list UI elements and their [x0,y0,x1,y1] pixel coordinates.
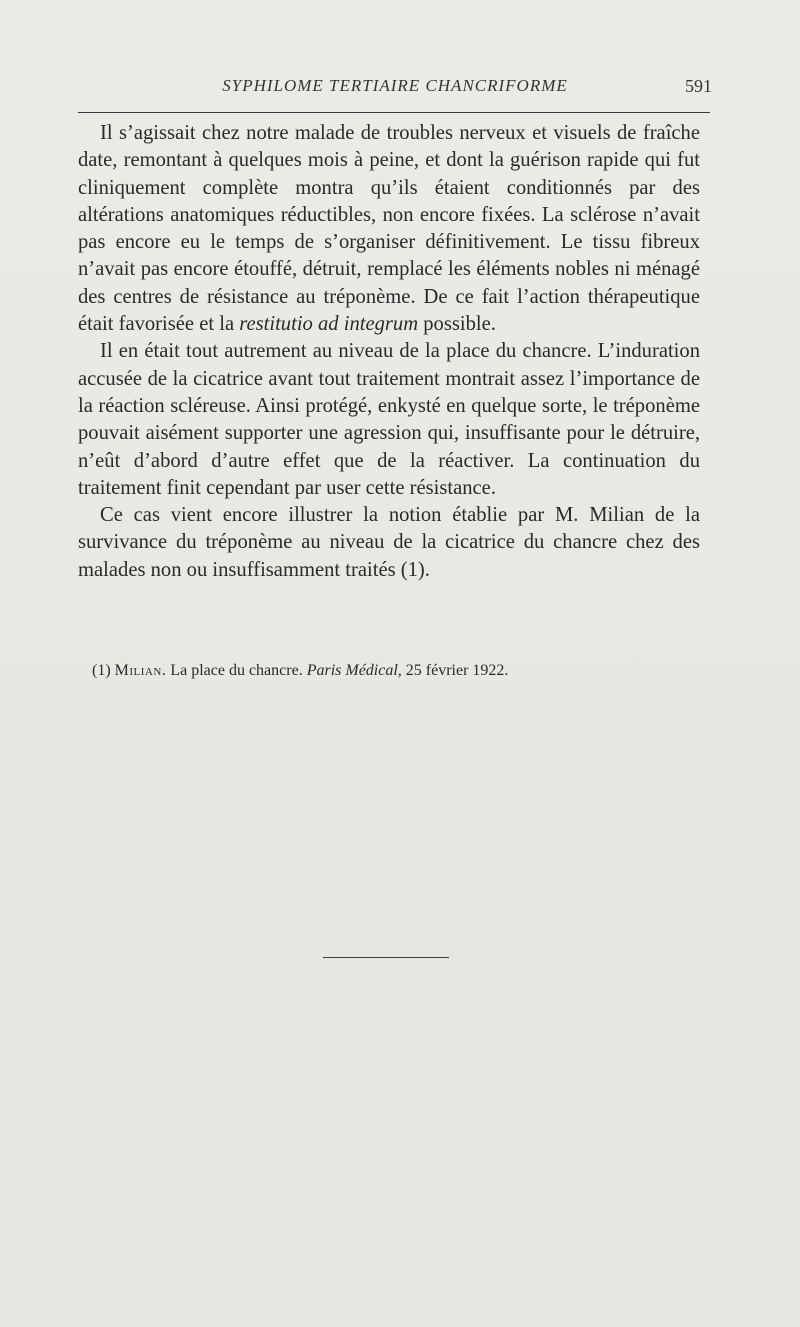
latin-phrase: restitutio ad integrum [239,313,419,336]
paragraph-1 [78,120,700,338]
page-number: 591 [685,76,712,96]
footnote-author: Milian. [114,662,167,679]
end-rule [323,957,449,958]
footnote-title: La place du chancre. [166,662,307,679]
paragraph-3: Ce cas vient encore illustrer la notion établie par M. Milian de la survivance du tréponème au niveau de la cicatrice du chancre chez des malades non ou insuffisamment traités (1). [78,504,700,581]
running-header [78,76,712,106]
footnote-date: 25 février 1922. [401,662,509,679]
paragraph-1-text: Il s’agissait chez notre malade de troubles nerveux et visuels de fraîche date, remontant à quelques mois à peine, et dont la guérison rapide qui fut cliniquement complète montra qu’ils étaient conditionnés par des altérations anatomiques réductibles, non encore fixées. La sclérose n’avait pas encore eu le temps de s’organiser définitivement. Le tissu fibreux n’avait pas encore étouffé, détruit, remplacé les éléments nobles ni ménagé des centres de résistance au tréponème. De ce fait l’action thérapeutique était favorisée et la [78,122,700,336]
header-rule [78,112,710,113]
paragraph-1-end: possible. [418,313,496,336]
footnote-journal: Paris Médical, [306,662,402,679]
running-title: SYPHILOME TERTIAIRE CHANCRIFORME [222,76,568,95]
body-text [78,120,700,584]
footnote-marker: (1) [92,662,115,679]
footnote [78,660,700,682]
paragraph-2: Il en était tout autrement au niveau de la place du chancre. L’induration accusée de la cicatrice avant tout traitement montrait assez l’importance de la réaction scléreuse. Ainsi protégé, enkysté en quelque sorte, le tréponème pouvait aisément supporter une agression qui, insuffisante pour le détruire, n’eût d’abord d’autre effet que de la réactiver. La continuation du traitement finit cependant par user cette résistance. [78,340,700,499]
